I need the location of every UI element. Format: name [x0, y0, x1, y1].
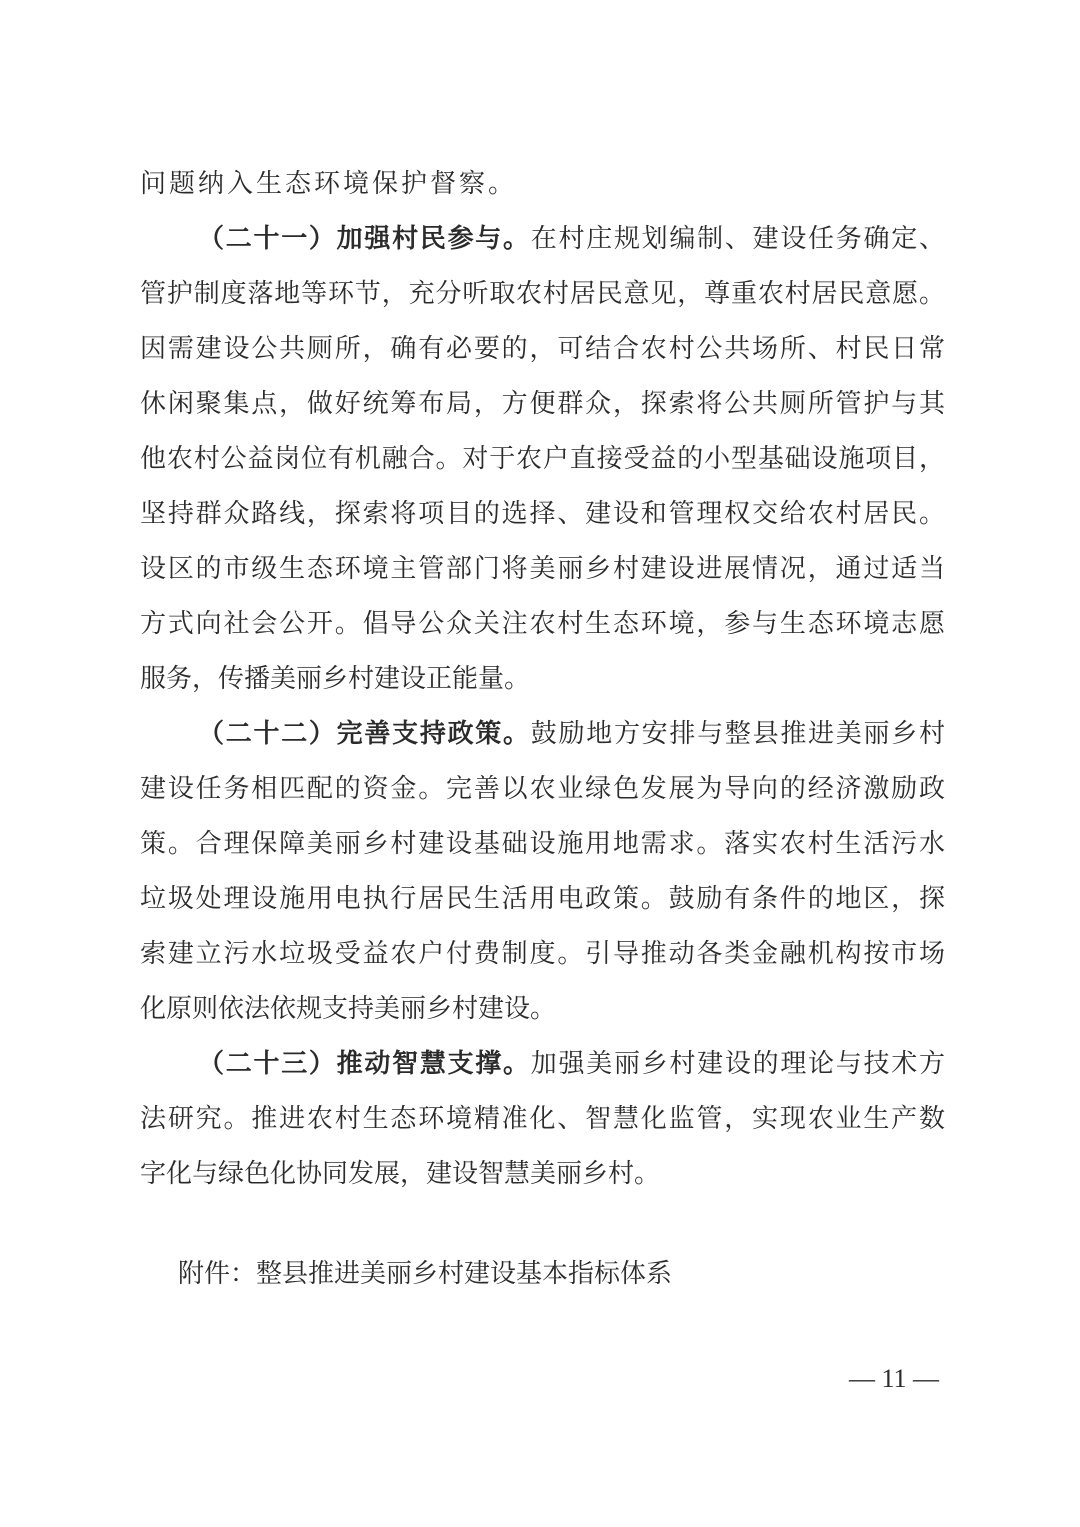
- line-text: 法研究。推进农村生态环境精准化、智慧化监管，实现农业生产数: [140, 1104, 945, 1133]
- text-line: [140, 651, 945, 706]
- text-line: [140, 376, 945, 431]
- line-text: 化原则依法依规支持美丽乡村建设。: [140, 994, 557, 1023]
- text-line: [140, 871, 945, 926]
- line-text: 字化与绿色化协同发展，建设智慧美丽乡村。: [140, 1159, 661, 1188]
- section-21-first-line: [140, 211, 945, 266]
- text-line: [140, 266, 945, 321]
- text-line: [140, 156, 945, 211]
- section-22-first-line: [140, 706, 945, 761]
- line-text: 在村庄规划编制、建设任务确定、: [530, 224, 945, 253]
- line-text: 问题纳入生态环境保护督察。: [140, 169, 518, 198]
- line-text: 加强美丽乡村建设的理论与技术方: [530, 1049, 945, 1078]
- line-text: 休闲聚集点，做好统筹布局，方便群众，探索将公共厕所管护与其: [140, 389, 945, 418]
- line-text: 策。合理保障美丽乡村建设基础设施用地需求。落实农村生活污水: [140, 829, 945, 858]
- line-text: 建设任务相匹配的资金。完善以农业绿色发展为导向的经济激励政: [140, 774, 945, 803]
- text-line: [140, 1091, 945, 1146]
- line-text: 服务，传播美丽乡村建设正能量。: [140, 664, 531, 693]
- line-text: 坚持群众路线，探索将项目的选择、建设和管理权交给农村居民。: [140, 499, 945, 528]
- text-line: [140, 816, 945, 871]
- text-line: [140, 981, 945, 1036]
- text-line: [140, 321, 945, 376]
- attachment-line: [140, 1246, 945, 1301]
- text-line: [140, 431, 945, 486]
- line-text: 索建立污水垃圾受益农户付费制度。引导推动各类金融机构按市场: [140, 939, 945, 968]
- line-text: 他农村公益岗位有机融合。对于农户直接受益的小型基础设施项目，: [140, 444, 945, 473]
- text-line: [140, 926, 945, 981]
- section-21-heading: （二十一）加强村民参与。: [198, 224, 531, 253]
- section-22-heading: （二十二）完善支持政策。: [198, 719, 531, 748]
- page-number: — 11 —: [848, 1364, 939, 1393]
- line-text: 鼓励地方安排与整县推进美丽乡村: [530, 719, 945, 748]
- line-text: 垃圾处理设施用电执行居民生活用电政策。鼓励有条件的地区，探: [140, 884, 945, 913]
- line-text: 因需建设公共厕所，确有必要的，可结合农村公共场所、村民日常: [140, 334, 945, 363]
- attachment-text: 附件：整县推进美丽乡村建设基本指标体系: [178, 1259, 673, 1288]
- line-text: 方式向社会公开。倡导公众关注农村生态环境，参与生态环境志愿: [140, 609, 945, 638]
- section-23-first-line: [140, 1036, 945, 1091]
- text-line: [140, 486, 945, 541]
- text-line: [140, 596, 945, 651]
- text-line: [140, 761, 945, 816]
- text-line: [140, 1146, 945, 1201]
- section-23-heading: （二十三）推动智慧支撑。: [198, 1049, 531, 1078]
- text-line: [140, 541, 945, 596]
- line-text: 管护制度落地等环节，充分听取农村居民意见，尊重农村居民意愿。: [140, 279, 945, 308]
- line-text: 设区的市级生态环境主管部门将美丽乡村建设进展情况，通过适当: [140, 554, 945, 583]
